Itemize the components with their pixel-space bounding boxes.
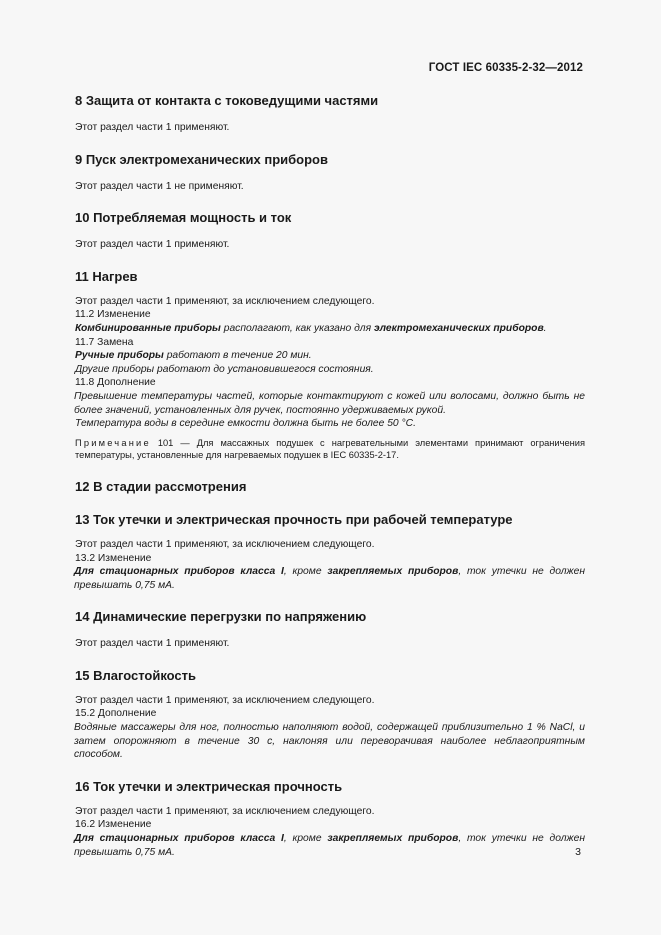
section-11-intro: Этот раздел части 1 применяют, за исключением следующего. [75, 295, 375, 307]
clause-13-2-text: Для стационарных приборов класса I, кроме закрепляемых приборов, ток утечки не должен превышать 0,75 мА. [74, 566, 585, 591]
note-101: Примечание 101 — Для массажных подушек с нагревательными элементами принимают ограничения температуры, установленные для нагреваемых подушек в IEC 60335-2-17. [75, 437, 585, 461]
clause-11-2-heading: 11.2 Изменение [75, 309, 151, 321]
clause-11-7-heading: 11.7 Замена [75, 336, 134, 348]
clause-11-2-text: Комбинированные приборы располагают, как указано для электромеханических приборов. [75, 322, 547, 334]
section-8-text: Этот раздел части 1 применяют. [75, 122, 230, 133]
section-15-title: 15 Влагостойкость [75, 667, 197, 683]
section-11-title: 11 Нагрев [75, 268, 138, 284]
section-14-text: Этот раздел части 1 применяют. [75, 638, 230, 650]
section-14-title: 14 Динамические перегрузки по напряжению [75, 609, 367, 625]
section-9-title: 9 Пуск электромеханических приборов [75, 151, 328, 167]
section-12-title: 12 В стадии рассмотрения [75, 478, 247, 494]
section-16-intro: Этот раздел части 1 применяют, за исключением следующего. [75, 805, 375, 817]
section-13-intro: Этот раздел части 1 применяют, за исключением следующего. [75, 538, 375, 550]
clause-11-8-heading: 11.8 Дополнение [75, 377, 156, 389]
clause-11-7-text-2: Другие приборы работают до установившегося состояния. [75, 363, 374, 375]
clause-15-2-heading: 15.2 Дополнение [75, 708, 157, 720]
page-number: 3 [575, 846, 581, 858]
clause-15-2-text: Водяные массажеры для ног, полностью наполняют водой, содержащей приблизительно 1 % NaCl, и затем опорожняют в течение 30 с, наклоняя или переворачивая наиболее неблагоприятным способом. [74, 722, 585, 761]
section-15-intro: Этот раздел части 1 применяют, за исключением следующего. [75, 694, 375, 706]
clause-16-2-text: Для стационарных приборов класса I, кроме закрепляемых приборов, ток утечки не должен превышать 0,75 мА. [74, 833, 585, 858]
section-16-title: 16 Ток утечки и электрическая прочность [75, 778, 343, 794]
section-10-title: 10 Потребляемая мощность и ток [75, 210, 292, 226]
clause-16-2-heading: 16.2 Изменение [75, 819, 152, 831]
document-header: ГОСТ IEC 60335-2-32—2012 [428, 62, 583, 74]
document-body [75, 93, 585, 859]
clause-13-2-heading: 13.2 Изменение [75, 552, 152, 564]
clause-11-7-text: Ручные приборы работают в течение 20 мин. [75, 350, 312, 362]
section-8-title: 8 Защита от контакта с токоведущими частями [75, 93, 379, 108]
clause-11-8-text-2: Температура воды в середине емкости должна быть не более 50 °С. [75, 418, 416, 430]
section-13-title: 13 Ток утечки и электрическая прочность при рабочей температуре [75, 511, 513, 527]
section-10-text: Этот раздел части 1 применяют. [75, 239, 230, 251]
clause-11-8-text: Превышение температуры частей, которые контактируют с кожей или волосами, должно быть не более значений, установленных для ручек, постоянно удерживаемых рукой. [74, 390, 585, 416]
section-9-text: Этот раздел части 1 не применяют. [75, 180, 244, 192]
